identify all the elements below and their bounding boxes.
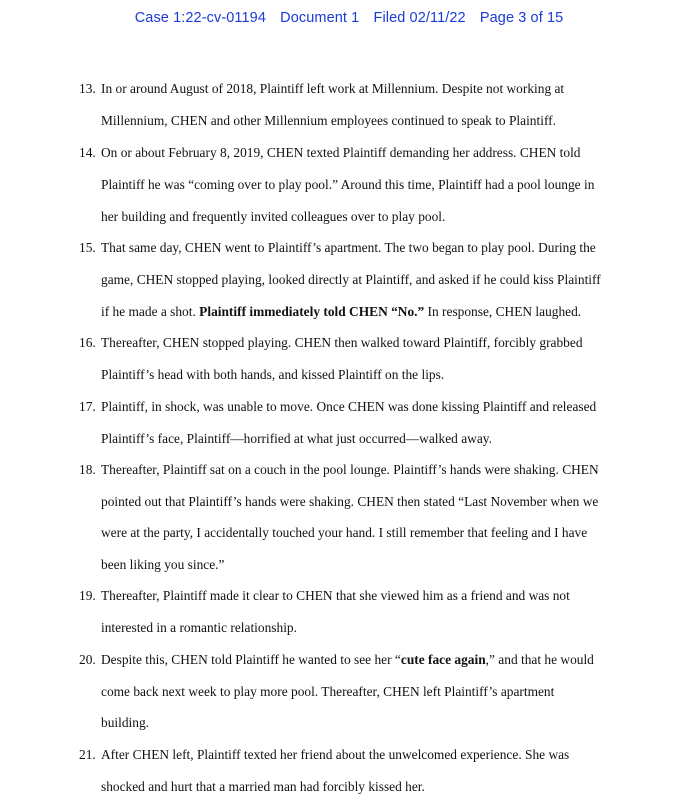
paragraph-number: 19. bbox=[79, 588, 96, 603]
paragraph-line: Thereafter, Plaintiff made it clear to CHEN that she viewed him as a friend and was not bbox=[101, 588, 570, 603]
paragraph-line: That same day, CHEN went to Plaintiff’s apartment. The two began to play pool. During the bbox=[101, 240, 596, 255]
paragraph-number: 13. bbox=[79, 81, 96, 96]
paragraph-line: On or about February 8, 2019, CHEN texted Plaintiff demanding her address. CHEN told bbox=[101, 145, 581, 160]
paragraph-line: game, CHEN stopped playing, looked directly at Plaintiff, and asked if he could kiss Plaintiff bbox=[101, 272, 601, 287]
paragraph-line: Plaintiff, in shock, was unable to move. Once CHEN was done kissing Plaintiff and released bbox=[101, 399, 597, 414]
paragraph-line: Thereafter, CHEN stopped playing. CHEN then walked toward Plaintiff, forcibly grabbed bbox=[101, 335, 583, 350]
paragraph-number: 16. bbox=[79, 335, 96, 350]
paragraph-line: her building and frequently invited colleagues over to play pool. bbox=[101, 209, 446, 224]
line-text: In response, CHEN laughed. bbox=[424, 304, 582, 319]
paragraph-number: 21. bbox=[79, 747, 96, 762]
paragraph-line: come back next week to play more pool. Thereafter, CHEN left Plaintiff’s apartment bbox=[101, 684, 555, 699]
paragraph-number: 15. bbox=[79, 240, 96, 255]
paragraph-line: Millennium, CHEN and other Millennium employees continued to speak to Plaintiff. bbox=[101, 113, 556, 128]
case-number: Case 1:22-cv-01194 bbox=[134, 10, 267, 26]
paragraph-line: shocked and hurt that a married man had forcibly kissed her. bbox=[101, 779, 425, 794]
line-text: ,” and that he would bbox=[485, 652, 594, 667]
paragraph-line: After CHEN left, Plaintiff texted her friend about the unwelcomed experience. She was bbox=[101, 747, 570, 762]
paragraph-line: In or around August of 2018, Plaintiff left work at Millennium. Despite not working at bbox=[101, 81, 565, 96]
paragraph-line: were at the party, I accidentally touched your hand. I still remember that feeling and I have bbox=[101, 525, 588, 540]
bold-quote: Plaintiff immediately told CHEN “No.” bbox=[199, 304, 425, 319]
line-text: if he made a shot. bbox=[101, 304, 200, 319]
paragraph-number: 18. bbox=[79, 462, 96, 477]
filed-date: Filed 02/11/22 bbox=[373, 10, 466, 26]
paragraph-number: 14. bbox=[79, 145, 96, 160]
paragraph-number: 17. bbox=[79, 399, 96, 414]
paragraph-line: Plaintiff he was “coming over to play pool.” Around this time, Plaintiff had a pool lounge in bbox=[101, 177, 595, 192]
page-number: Page 3 of 15 bbox=[479, 10, 564, 26]
paragraph-line: building. bbox=[101, 715, 149, 730]
paragraph-line bbox=[101, 652, 594, 668]
paragraph-line: Thereafter, Plaintiff sat on a couch in the pool lounge. Plaintiff’s hands were shaking. CHEN bbox=[101, 462, 599, 477]
paragraph-line: been liking you since.” bbox=[101, 557, 225, 572]
paragraph-line: interested in a romantic relationship. bbox=[101, 620, 297, 635]
paragraph-line: Plaintiff’s head with both hands, and kissed Plaintiff on the lips. bbox=[101, 367, 445, 382]
line-text: Despite this, CHEN told Plaintiff he wanted to see her “ bbox=[101, 652, 401, 667]
ecf-header bbox=[0, 10, 698, 26]
paragraph-number: 20. bbox=[79, 652, 96, 667]
paragraph-line: pointed out that Plaintiff’s hands were shaking. CHEN then stated “Last November when we bbox=[101, 494, 599, 509]
document-number: Document 1 bbox=[280, 10, 360, 26]
bold-quote: cute face again bbox=[400, 652, 486, 667]
paragraph-line: Plaintiff’s face, Plaintiff—horrified at what just occurred—walked away. bbox=[101, 431, 492, 446]
paragraph-line bbox=[101, 304, 581, 320]
